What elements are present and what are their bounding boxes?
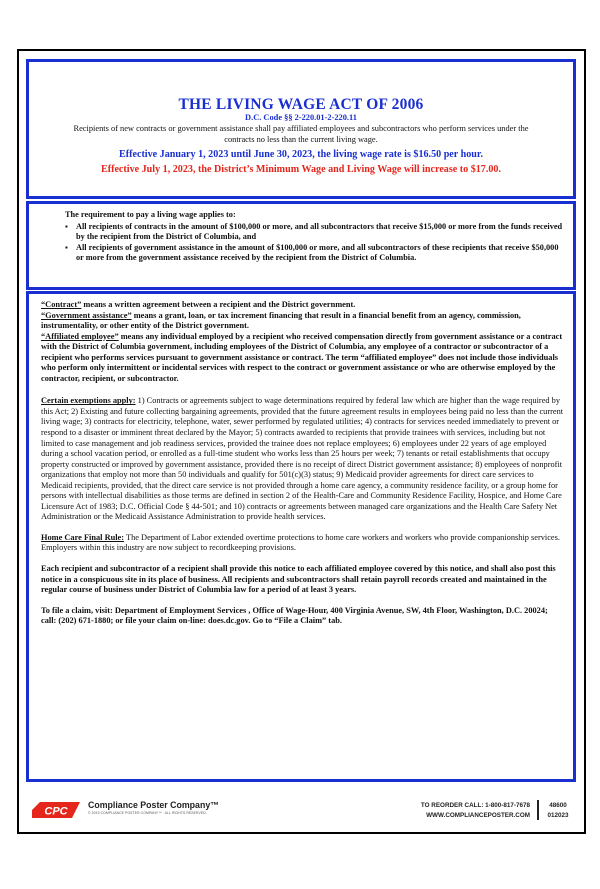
logo-text: CPC xyxy=(44,805,68,818)
definition-term: “Contract” xyxy=(41,300,82,309)
company-name: Compliance Poster Company™ xyxy=(88,800,220,810)
exemptions-paragraph xyxy=(41,396,565,523)
bullet-icon: ▪ xyxy=(65,221,68,231)
main-section xyxy=(26,291,576,782)
dc-code-citation: D.C. Code §§ 2-220.01-2-220.11 xyxy=(245,113,357,122)
requirement-section xyxy=(26,201,576,290)
requirement-lead: The requirement to pay a living wage applies to: xyxy=(65,210,236,219)
definition-term: “Government assistance” xyxy=(41,310,132,320)
header-section xyxy=(26,59,576,199)
list-item-text: All recipients of contracts in the amount of $100,000 or more, and all subcontractors that receive $15,000 or more from the funds received by the recipient from the District of Columbia, and xyxy=(76,221,563,242)
claim-paragraph: To file a claim, visit: Department of Employment Services , Office of Wage-Hour, 400 Virginia Avenue, SW, 4th Floor, Washington, D.C. 20024; call: (202) 671-1880; or file your claim on-line: does.dc.gov. Go to “File a Claim” tab. xyxy=(41,605,548,626)
website: WWW.COMPLIANCEPOSTER.COM xyxy=(426,811,530,819)
definition-affiliated-employee xyxy=(41,332,565,385)
intro-text: Recipients of new contracts or government assistance shall pay affiliated employees and subcontractors who perform services under the contracts no less than the current living wage. xyxy=(73,124,529,144)
home-care-text: The Department of Labor extended overtime protections to home care workers and workers who provide companionship services. Employers within this industry are now subject to recordkeeping provisions. xyxy=(41,532,560,553)
list-item xyxy=(65,222,565,243)
bullet-icon: ▪ xyxy=(65,242,68,252)
living-wage-poster xyxy=(17,49,586,834)
effective-future-rate: Effective July 1, 2023, the District’s Minimum Wage and Living Wage will increase to $17.00. xyxy=(101,164,501,175)
effective-current-rate: Effective January 1, 2023 until June 30, 2023, the living wage rate is $16.50 per hour. xyxy=(119,149,483,160)
list-item-text: All recipients of government assistance in the amount of $100,000 or more, and all subcontractors of these recipients that receive $50,000 or more from the government assistance received by the recipient from the District of Columbia. xyxy=(76,242,559,263)
divider xyxy=(537,800,539,820)
definition-contract xyxy=(41,300,565,311)
notice-paragraph: Each recipient and subcontractor of a recipient shall provide this notice to each affiliated employee covered by this notice, and shall also post this notice in a conspicuous site in its place of business. All recipients and subcontractors shall retain payroll records created and maintained in the regular course of business under District of Columbia law for a period of at least 3 years. xyxy=(41,564,556,595)
cpc-logo-icon xyxy=(30,801,82,819)
poster-title: THE LIVING WAGE ACT OF 2006 xyxy=(178,96,424,113)
definition-text: means any individual employed by a recipient who received compensation directly from government assistance or a contract with the District of Columbia government, including employees of the District of Columbia, any employee of a contractor or subcontractor of a recipient who performs services pursuant to government assistance or contract. The term “affiliated employee” does not include those individuals who perform only intermittent or incidental services with respect to the contract or government assistance or who are otherwise employed by the contractor, recipient, or subcontractor. xyxy=(41,331,563,383)
home-care-paragraph xyxy=(41,533,565,554)
list-item xyxy=(65,243,565,264)
reorder-info xyxy=(390,801,530,820)
edition-code: 012023 xyxy=(547,811,569,819)
home-care-heading: Home Care Final Rule: xyxy=(41,532,125,542)
definition-text: means a grant, loan, or tax increment financing that result in a financial benefit from an agency, commission, instrumentality, or other entity of the District government. xyxy=(41,310,521,331)
exemptions-heading: Certain exemptions apply: xyxy=(41,396,136,406)
footer xyxy=(26,796,576,828)
definition-term: “Affiliated employee” xyxy=(41,331,119,341)
definition-text: means a written agreement between a recipient and the District government. xyxy=(81,300,356,309)
definition-government-assistance xyxy=(41,311,565,332)
product-codes xyxy=(542,801,574,820)
copyright: © 2019 COMPLIANCE POSTER COMPANY™ . ALL RIGHTS RESERVED. xyxy=(88,811,207,815)
reorder-phone: TO REORDER CALL: 1-800-817-7678 xyxy=(420,802,530,809)
exemptions-text: 1) Contracts or agreements subject to wage determinations required by federal law which are higher than the wage required by this Act; 2) Existing and future collecting bargaining agreements, provided that the future agreement results in employees being paid no less than the current living wage; 3) contracts for electricity, telephone, water, sewer performed by regulated utilities; 4) contracts for services needed immediately to prevent or respond to a disaster or imminent threat declared by the Mayor; 5) contracts awarded to recipients that provide trainees with services, including but not limited to case management and job readiness services, provided the trainee does not replace employees; 6) employees under 22 years of age employed during a school vacation period, or enrolled as a full-time student who works less than 25 hours per week; 7) tenants or retail establishments that occupy property constructed or improved by government assistance, provided there is no receipt of direct District government assistance; 8) employees of nonprofit organizations that employ not more than 50 individuals and qualify for 501(c)(3) status; 9) Medicaid provider agreements for direct care services to Medicaid recipients, provided, that the direct care service is not provided through a home care agency, a community residence facility, or a group home for persons with intellectual disabilities as those terms are defined in section 2 of the Health-Care and Community Residence Facility, Hospice, and Home Care Licensure Act of 1983; D.C. Official Code § 44-501; and 10) contracts or agreements between managed care organizations and the Health Care Safety Net Administration or the Medicaid Assistance Administration to provide health services. xyxy=(41,396,564,522)
product-number: 48600 xyxy=(549,802,567,809)
requirement-list xyxy=(65,222,565,264)
